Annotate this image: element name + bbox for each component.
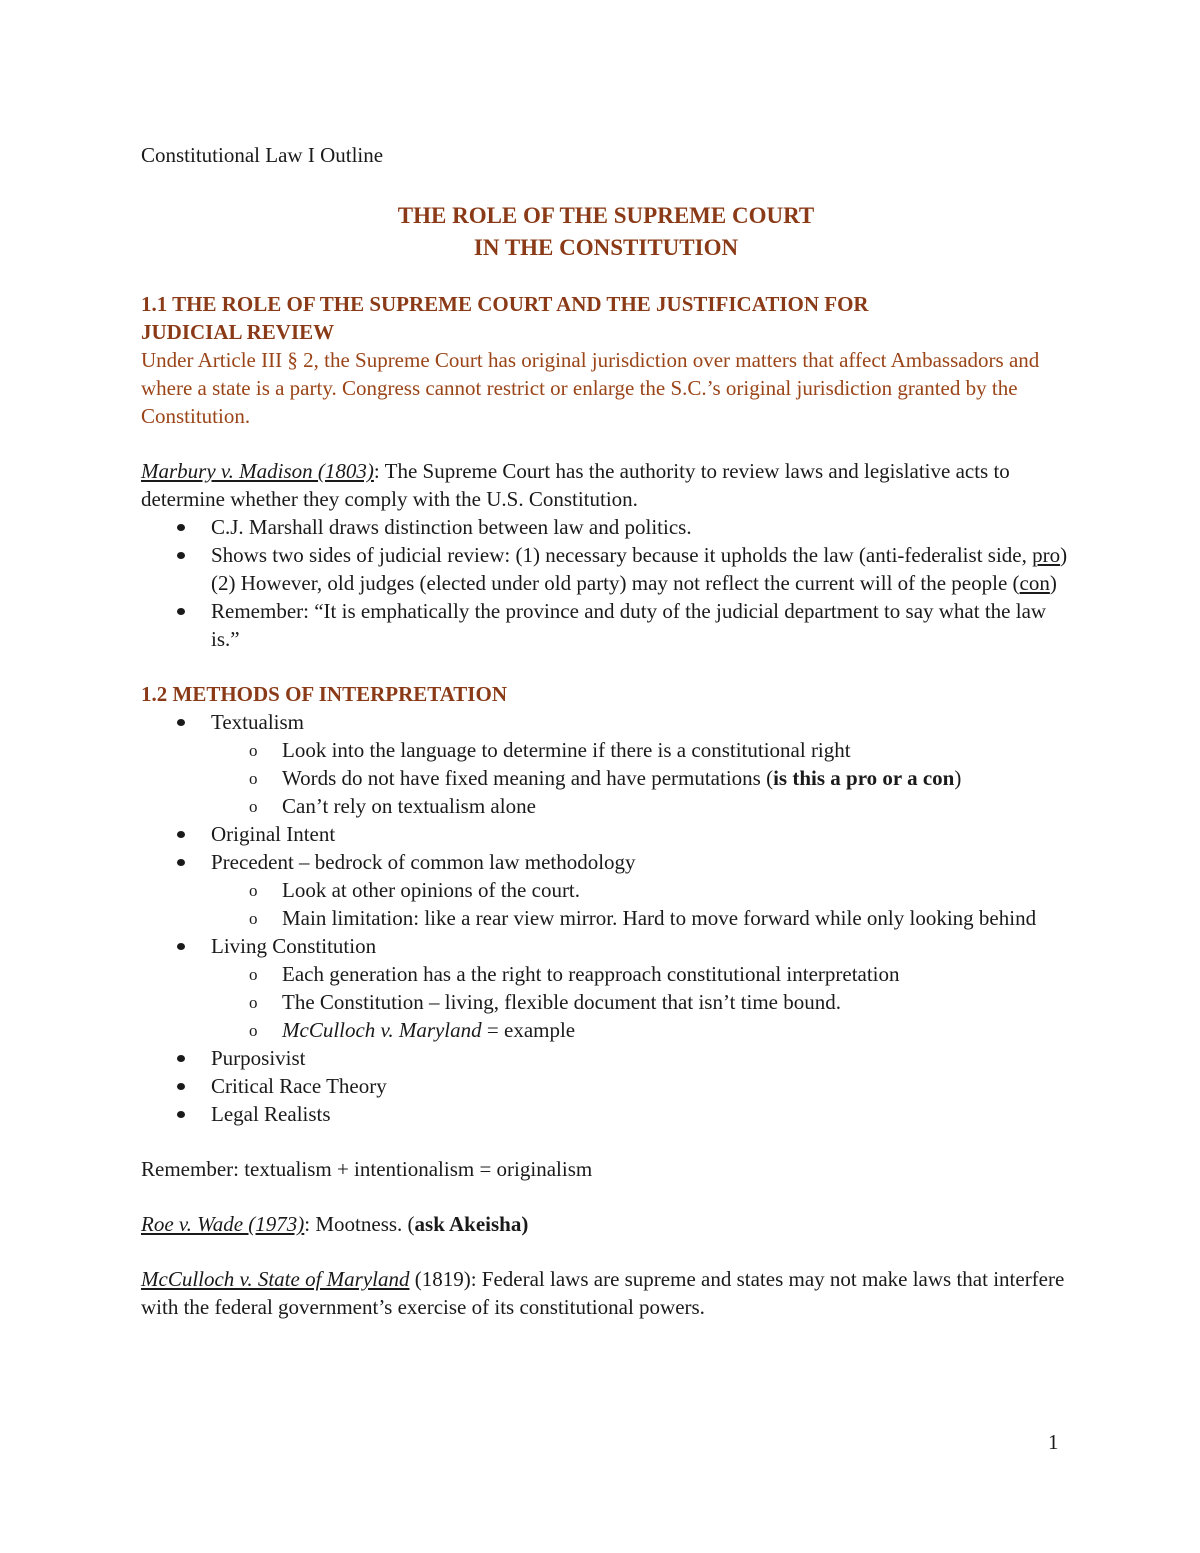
sub-list-item-text: Each generation has a the right to reapproach constitutional interpretation: [282, 962, 900, 986]
circle-bullet-icon: o: [249, 797, 258, 816]
list-item: [211, 820, 1071, 848]
marbury-bullet-list: [141, 513, 1071, 653]
document-label: Constitutional Law I Outline: [141, 143, 384, 167]
methods-list: [141, 708, 1071, 1128]
list-item-text: Original Intent: [211, 822, 336, 846]
circle-bullet-icon: o: [249, 1021, 258, 1040]
sub-list-item: [249, 736, 1071, 764]
bullet-icon: [177, 859, 185, 866]
list-item-text: Textualism: [211, 710, 305, 734]
list-item: [211, 932, 1071, 1044]
sub-list-item-text: Look into the language to determine if there is a constitutional right: [282, 738, 851, 762]
sub-list-item: [249, 904, 1071, 932]
text-fragment: = example: [481, 1018, 576, 1042]
document-page: [141, 141, 1071, 1321]
textualism-sublist: [211, 736, 1071, 820]
circle-bullet-icon: o: [249, 993, 258, 1012]
section-2-heading: 1.2 METHODS OF INTERPRETATION: [141, 682, 507, 706]
sub-list-item: [249, 876, 1071, 904]
page-number: 1: [1048, 1430, 1059, 1454]
bullet-icon: [177, 608, 185, 615]
section-1-intro: Under Article III § 2, the Supreme Court has original jurisdiction over matters that affect Ambassadors and where a state is a party. Congress cannot restrict or enlarge the S.C.’s original jurisdiction granted by the Constitution.: [141, 348, 1040, 428]
sub-list-item: [249, 764, 1071, 792]
bullet-icon: [177, 1111, 185, 1118]
sub-list-item-text: Main limitation: like a rear view mirror. Hard to move forward while only looking behind: [282, 906, 1037, 930]
text-fragment: Words do not have fixed meaning and have permutations (: [282, 766, 774, 790]
list-item: [211, 513, 1071, 541]
mcculloch-case-name: McCulloch v. Maryland: [282, 1018, 482, 1042]
circle-bullet-icon: o: [249, 965, 258, 984]
circle-bullet-icon: o: [249, 741, 258, 760]
sub-list-item-text: Can’t rely on textualism alone: [282, 794, 536, 818]
list-item-text: Purposivist: [211, 1046, 306, 1070]
marbury-text: : The Supreme Court has the authority to review laws and legislative acts to determine whether they comply with the U.S. Constitution.: [141, 459, 1010, 511]
bold-question: is this a pro or a con: [773, 766, 955, 790]
circle-bullet-icon: o: [249, 769, 258, 788]
list-item: [211, 708, 1071, 820]
circle-bullet-icon: o: [249, 909, 258, 928]
list-item: [211, 597, 1071, 653]
roe-paragraph: [141, 1210, 1071, 1238]
text-fragment: ): [954, 766, 962, 790]
sub-list-item-text: Look at other opinions of the court.: [282, 878, 581, 902]
marbury-paragraph: [141, 457, 1071, 513]
living-constitution-sublist: [211, 960, 1071, 1044]
bullet-icon: [177, 831, 185, 838]
spacer: [141, 1128, 1071, 1155]
list-item-text: Remember: “It is emphatically the province and duty of the judicial department to say what the law is.”: [211, 599, 1047, 651]
list-item: [211, 848, 1071, 932]
mcculloch-paragraph: [141, 1265, 1071, 1321]
list-item: [211, 1100, 1071, 1128]
list-item-text: Precedent – bedrock of common law methodology: [211, 850, 636, 874]
sub-list-item: [249, 792, 1071, 820]
bullet-icon: [177, 943, 185, 950]
title-line-2: IN THE CONSTITUTION: [473, 235, 739, 260]
marbury-case-name: Marbury v. Madison (1803): [141, 459, 374, 483]
list-item-text: [211, 541, 1071, 597]
bold-note: ask Akeisha): [414, 1212, 529, 1236]
precedent-sublist: [211, 876, 1071, 932]
text-fragment: ) (2) However, old judges (elected under old party) may not reflect the current will of the people (: [211, 543, 1068, 595]
list-item: [211, 1072, 1071, 1100]
bullet-icon: [177, 1083, 185, 1090]
section-1-heading-line-1: 1.1 THE ROLE OF THE SUPREME COURT AND THE JUSTIFICATION FOR: [141, 292, 869, 316]
text-fragment: : Mootness. (: [304, 1212, 415, 1236]
spacer: [141, 1183, 1071, 1210]
bullet-icon: [177, 524, 185, 531]
roe-case-name: Roe v. Wade (1973): [141, 1212, 305, 1236]
list-item: [211, 541, 1071, 597]
list-item-text: Critical Race Theory: [211, 1074, 387, 1098]
text-fragment: (1819): Federal laws are supreme and states may not make laws that interfere with the federal government’s exercise of its constitutional powers.: [141, 1267, 1065, 1319]
list-item-text: Living Constitution: [211, 934, 377, 958]
pro-underlined: pro: [1032, 543, 1061, 567]
sub-list-item: [249, 988, 1071, 1016]
sub-list-item: [249, 1016, 1071, 1044]
section-1-heading: [141, 290, 1071, 346]
sub-list-item: [249, 960, 1071, 988]
section-1-heading-line-2: JUDICIAL REVIEW: [141, 320, 335, 344]
con-underlined: con: [1019, 571, 1050, 595]
document-title: [141, 200, 1071, 264]
spacer: [141, 430, 1071, 457]
text-fragment: Shows two sides of judicial review: (1) necessary because it upholds the law (anti-federalist side,: [211, 543, 1033, 567]
text-fragment: ): [1049, 571, 1057, 595]
mcculloch-case-name: McCulloch v. State of Maryland: [141, 1267, 410, 1291]
bullet-icon: [177, 719, 185, 726]
list-item-text: C.J. Marshall draws distinction between law and politics.: [211, 515, 692, 539]
spacer: [141, 1238, 1071, 1265]
list-item-text: Legal Realists: [211, 1102, 331, 1126]
sub-list-item-text: The Constitution – living, flexible document that isn’t time bound.: [282, 990, 841, 1014]
bullet-icon: [177, 1055, 185, 1062]
bullet-icon: [177, 552, 185, 559]
list-item: [211, 1044, 1071, 1072]
remember-line: Remember: textualism + intentionalism = originalism: [141, 1157, 593, 1181]
title-line-1: THE ROLE OF THE SUPREME COURT: [397, 203, 815, 228]
circle-bullet-icon: o: [249, 881, 258, 900]
